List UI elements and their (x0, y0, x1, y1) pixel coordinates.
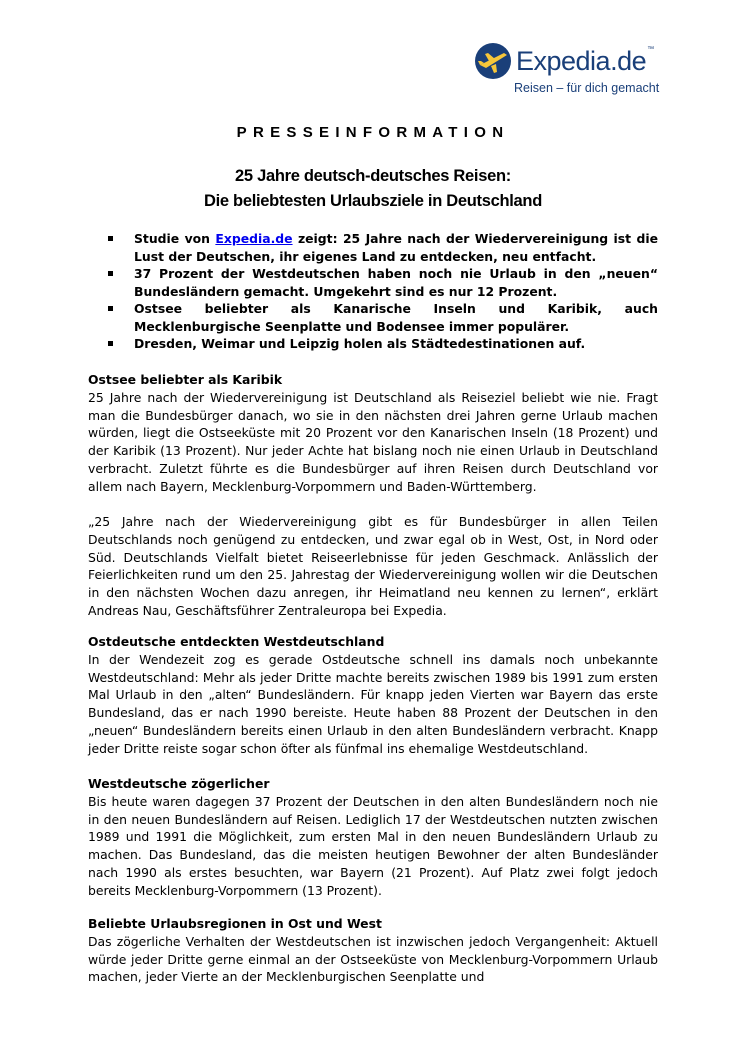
section-heading: Beliebte Urlaubsregionen in Ost und West (88, 916, 382, 931)
bullet-square-icon (108, 271, 113, 276)
section-text: 25 Jahre nach der Wiedervereinigung ist Deutschland als Reiseziel beliebt wie nie. Fragt man die Bundesbürger danach, wo sie in den nächsten drei Jahren gerne Urlaub machen würden, liegt die Ostseeküste mit 20 Prozent vor den Kanarischen Inseln (18 Prozent) und der Karibik (13 Prozent). Nur jeder Achte hat bislang noch nie einen Urlaub in Deutschland verbracht. Zuletzt führte es die Bundesbürger auf ihren Reisen durch Deutschland vor allem nach Bayern, Mecklenburg-Vorpommern und Baden-Württemberg. (88, 389, 658, 494)
brand-name: Expedia.de™ (516, 46, 654, 76)
bullet-item: Ostsee beliebter als Kanarische Inseln und Karibik, auch Mecklenburgische Seenplatte und Bodensee immer populärer. (108, 300, 658, 335)
summary-bullets (108, 230, 658, 353)
expedia-logo (474, 40, 664, 100)
section-westdeutsche (88, 775, 658, 899)
section-ostdeutsche (88, 633, 658, 757)
section-text: Das zögerliche Verhalten der Westdeutschen ist inzwischen jedoch Vergangenheit: Aktuell würde jeder Dritte gerne einmal an der Ostseeküste von Mecklenburg-Vorpommern Urlaub machen, jeder Vierte an der Mecklenburgischen Seenplatte und (88, 933, 658, 985)
document-title (0, 164, 746, 214)
bullet-square-icon (108, 306, 113, 311)
section-ostsee (88, 371, 658, 495)
press-heading: PRESSEINFORMATION (236, 124, 510, 141)
brand-tagline: Reisen – für dich gemacht (514, 81, 660, 95)
expedia-link[interactable]: Expedia.de (215, 231, 293, 246)
bullet-item: Dresden, Weimar und Leipzig holen als Städtedestinationen auf. (108, 335, 658, 353)
section-text: In der Wendezeit zog es gerade Ostdeutsche schnell ins damals noch unbekannte Westdeutschland: Mehr als jeder Dritte machte bereits zwischen 1989 bis 1991 zum ersten Mal Urlaub in den „alten“ Bundesländern. Für knapp jeden Vierten war Bayern das erste Bundesland, das er nach 1990 bereiste. Heute haben 88 Prozent der Deutschen in den „neuen“ Bundesländern bereits einen Urlaub in den alten Bundesländern verbracht. Knapp jeder Dritte reiste sogar schon öfter als fünfmal ins ehemalige Westdeutschland. (88, 651, 658, 756)
section-quote (88, 513, 658, 620)
bullet-item: Studie von Expedia.de zeigt: 25 Jahre nach der Wiedervereinigung ist die Lust der Deutschen, ihr eigenes Land zu entdecken, neu entfacht. (108, 230, 658, 265)
section-text: „25 Jahre nach der Wiedervereinigung gibt es für Bundesbürger in allen Teilen Deutschlands noch genügend zu entdecken, und zwar egal ob in West, Ost, in Nord oder Süd. Deutschlands Vielfalt bietet Reiseerlebnisse für jeden Geschmack. Anlässlich der Feierlichkeiten rund um den 25. Jahrestag der Wiedervereinigung wollen wir die Deutschen in den nächsten Wochen dazu anregen, ihr Heimatland neu kennen zu lernen“, erklärt Andreas Nau, Geschäftsführer Zentraleuropa bei Expedia. (88, 514, 658, 618)
section-urlaubsregionen (88, 915, 658, 986)
title-line-1: 25 Jahre deutsch-deutsches Reisen: (235, 167, 511, 185)
bullet-square-icon (108, 341, 113, 346)
title-line-2: Die beliebtesten Urlaubsziele in Deutschland (204, 192, 542, 210)
section-heading: Westdeutsche zögerlicher (88, 776, 270, 791)
section-heading: Ostdeutsche entdeckten Westdeutschland (88, 634, 385, 649)
section-heading: Ostsee beliebter als Karibik (88, 372, 283, 387)
section-text: Bis heute waren dagegen 37 Prozent der Deutschen in den alten Bundesländern noch nie in den neuen Bundesländern auf Reisen. Lediglich 17 der Westdeutschen nutzten zwischen 1989 und 1991 die Möglichkeit, zum ersten Mal in den neuen Bundesländern Urlaub zu machen. Das Bundesland, das die meisten heutigen Bewohner der alten Bundesländer nach 1990 als erstes besuchten, war Bayern (21 Prozent). Auf Platz zwei folgt jedoch bereits Mecklenburg-Vorpommern (13 Prozent). (88, 793, 658, 898)
airplane-globe-icon (474, 42, 512, 80)
bullet-item: 37 Prozent der Westdeutschen haben noch nie Urlaub in den „neuen“ Bundesländern gemacht. Umgekehrt sind es nur 12 Prozent. (108, 265, 658, 300)
bullet-square-icon (108, 236, 113, 241)
